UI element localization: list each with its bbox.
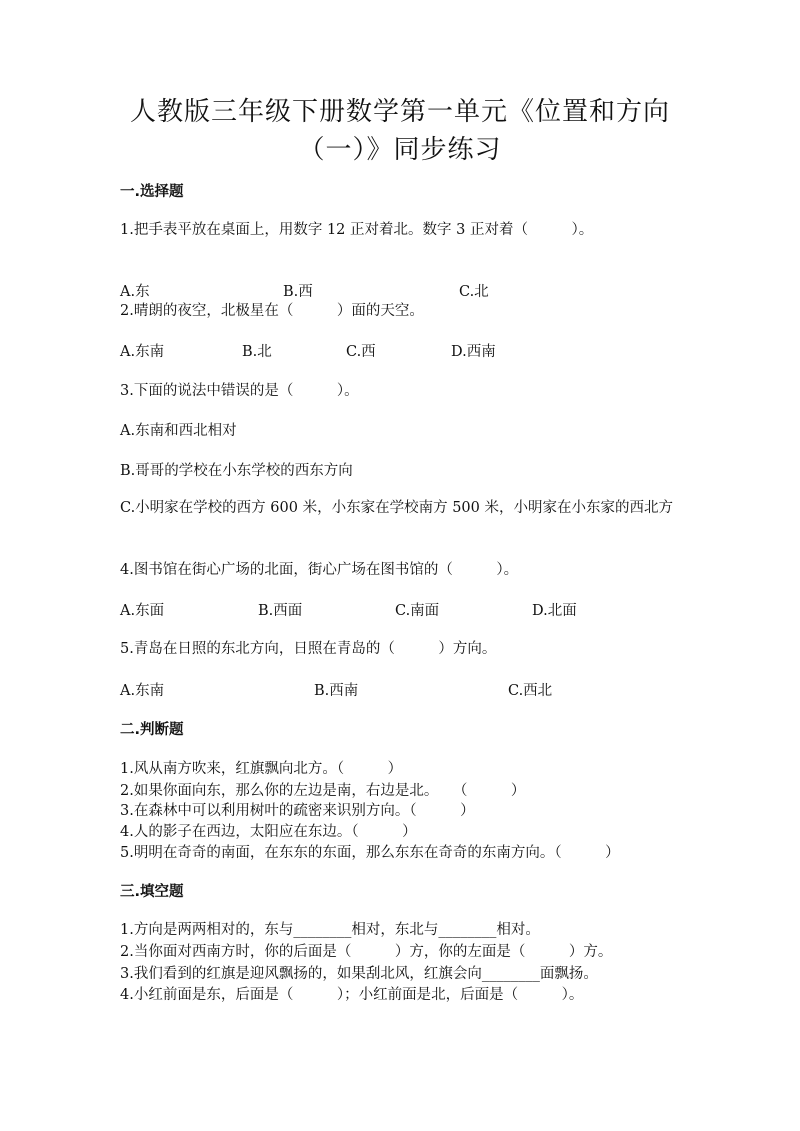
q3-option-a: A.东南和西北相对 <box>120 423 237 439</box>
fill-item-2: 2.当你面对西南方时，你的后面是（ ）方，你的左面是（ ）方。 <box>120 944 613 960</box>
document-title-line-1: 人教版三年级下册数学第一单元《位置和方向 <box>129 97 670 127</box>
judgement-item-2: 2.如果你面向东，那么你的左边是南，右边是北。 （ ） <box>120 783 526 799</box>
q1-option-c: C.北 <box>459 284 489 300</box>
q5-option-b: B.西南 <box>314 683 359 699</box>
q2-option-b: B.北 <box>242 344 272 360</box>
q4-option-d: D.北面 <box>532 603 577 619</box>
judgement-item-5: 5.明明在奇奇的南面，在东东的东面，那么东东在奇奇的东南方向。（ ） <box>120 845 620 861</box>
fill-item-1: 1.方向是两两相对的，东与________相对，东北与________相对。 <box>120 922 540 938</box>
q3-option-c: C.小明家在学校的西方 600 米，小东家在学校南方 500 米，小明家在小东家的西北方 <box>120 500 673 516</box>
q5-option-c: C.西北 <box>508 683 553 699</box>
q2-option-c: C.西 <box>346 344 376 360</box>
question-4: 4.图书馆在街心广场的北面，街心广场在图书馆的（ ）。 <box>120 562 519 578</box>
fill-item-4: 4.小红前面是东，后面是（ ）；小红前面是北，后面是（ ）。 <box>120 987 584 1003</box>
q2-option-a: A.东南 <box>120 344 165 360</box>
q4-option-c: C.南面 <box>395 603 440 619</box>
section-heading-choice: 一.选择题 <box>120 184 184 200</box>
q1-option-b: B.西 <box>283 284 313 300</box>
question-5: 5.青岛在日照的东北方向，日照在青岛的（ ）方向。 <box>120 641 497 657</box>
q3-option-b: B.哥哥的学校在小东学校的西东方向 <box>120 463 353 479</box>
q4-option-a: A.东面 <box>120 603 165 619</box>
question-2: 2.晴朗的夜空，北极星在（ ）面的天空。 <box>120 303 424 319</box>
q4-option-b: B.西面 <box>258 603 303 619</box>
judgement-item-3: 3.在森林中可以利用树叶的疏密来识别方向。（ ） <box>120 803 475 819</box>
fill-item-3: 3.我们看到的红旗是迎风飘扬的，如果刮北风，红旗会向________面飘扬。 <box>120 966 598 982</box>
judgement-item-4: 4.人的影子在西边，太阳应在东边。（ ） <box>120 824 417 840</box>
q2-option-d: D.西南 <box>451 344 496 360</box>
document-title-line-2: （一）》同步练习 <box>298 135 502 165</box>
section-heading-fill-in: 三.填空题 <box>120 884 184 900</box>
judgement-item-1: 1.风从南方吹来，红旗飘向北方。（ ） <box>120 761 403 777</box>
section-heading-judgement: 二.判断题 <box>120 722 184 738</box>
q5-option-a: A.东南 <box>120 683 165 699</box>
question-1: 1.把手表平放在桌面上，用数字 12 正对着北。数字 3 正对着（ ）。 <box>120 222 594 238</box>
question-3: 3.下面的说法中错误的是（ ）。 <box>120 383 359 399</box>
q1-option-a: A.东 <box>120 284 150 300</box>
